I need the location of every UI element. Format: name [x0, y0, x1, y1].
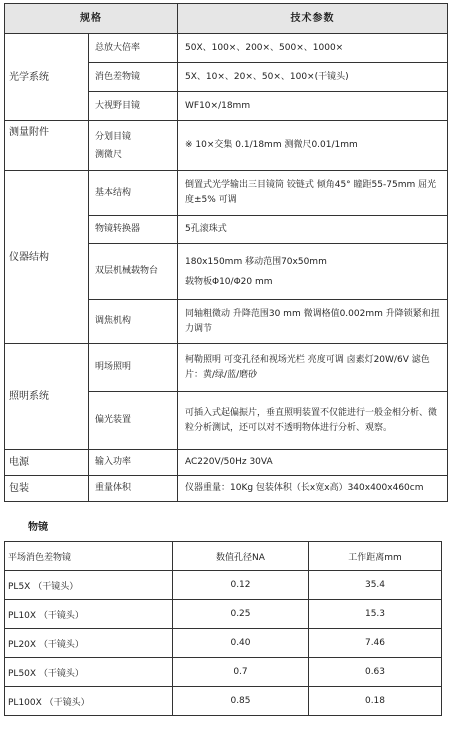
objective-na: 0.12	[173, 571, 309, 600]
spec-item: 明场照明	[89, 344, 178, 392]
objective-header: 数值孔径NA	[173, 542, 309, 571]
spec-item: 输入功率	[89, 450, 178, 476]
objective-wd: 0.63	[309, 658, 442, 687]
spec-row	[5, 450, 448, 476]
objective-na: 0.40	[173, 629, 309, 658]
objective-header: 工作距离mm	[309, 542, 442, 571]
spec-row	[5, 476, 448, 502]
category-packing: 包装	[5, 476, 89, 502]
spec-header-spec: 规格	[5, 4, 178, 34]
spec-header-params: 技术参数	[178, 4, 448, 34]
objective-wd: 0.18	[309, 687, 442, 716]
objective-title: 物镜	[28, 522, 48, 533]
spec-value: AC220V/50Hz 30VA	[178, 450, 448, 476]
objective-wd: 7.46	[309, 629, 442, 658]
category-measure: 测量附件	[5, 121, 89, 171]
category-illumination: 照明系统	[5, 344, 89, 450]
category-optics: 光学系统	[5, 34, 89, 121]
spec-header-row	[5, 4, 448, 34]
spec-value: ※ 10×交集 0.1/18mm 测微尺0.01/1mm	[178, 121, 448, 171]
spec-item-line: 分划目镜	[95, 131, 132, 142]
objective-name: PL100X （干镜头）	[5, 687, 173, 716]
spec-row	[5, 34, 448, 63]
objective-name: PL20X （干镜头）	[5, 629, 173, 658]
objective-header-row	[5, 542, 442, 571]
objective-wd: 15.3	[309, 600, 442, 629]
objective-header: 平场消色差物镜	[5, 542, 173, 571]
spec-value: 可插入式起偏振片，垂直照明装置不仅能进行一般金相分析、微粒分析测试，还可以对不透明物体进行分析、观察。	[178, 392, 448, 450]
spec-row	[5, 171, 448, 216]
spec-item: 双层机械载物台	[89, 244, 178, 300]
spec-value: 5X、10×、20×、50×、100×(干镜头)	[178, 63, 448, 92]
category-structure: 仪器结构	[5, 171, 89, 344]
spec-item: 消色差物镜	[89, 63, 178, 92]
objective-row	[5, 629, 442, 658]
spec-item: 重量体积	[89, 476, 178, 502]
spec-item: 物镜转换器	[89, 216, 178, 244]
spec-table	[4, 3, 448, 502]
objective-row	[5, 658, 442, 687]
objective-name: PL50X （干镜头）	[5, 658, 173, 687]
objective-na: 0.7	[173, 658, 309, 687]
objective-row	[5, 600, 442, 629]
spec-item: 偏光装置	[89, 392, 178, 450]
spec-value: 柯勒照明 可变孔径和视场光栏 亮度可调 卤素灯20W/6V 滤色片：黄/绿/蓝/磨砂	[178, 344, 448, 392]
spec-row	[5, 121, 448, 171]
spec-value: 仪器重量：10Kg 包装体积（长x宽x高）340x400x460cm	[178, 476, 448, 502]
objective-na: 0.85	[173, 687, 309, 716]
spec-value: 同轴粗微动 升降范围30 mm 微调格值0.002mm 升降锁紧和扭力调节	[178, 300, 448, 344]
objective-row	[5, 571, 442, 600]
spec-item	[89, 121, 178, 171]
spec-row	[5, 344, 448, 392]
spec-value	[178, 244, 448, 300]
objective-name: PL10X （干镜头）	[5, 600, 173, 629]
objective-row	[5, 687, 442, 716]
spec-value-line: 180x150mm 移动范围70x50mm	[185, 256, 327, 267]
spec-value-line: 载物板Φ10/Φ20 mm	[185, 276, 273, 287]
spec-item: 调焦机构	[89, 300, 178, 344]
spec-item: 基本结构	[89, 171, 178, 216]
objective-table	[4, 541, 442, 716]
spec-value: WF10×/18mm	[178, 92, 448, 121]
objective-name: PL5X （干镜头）	[5, 571, 173, 600]
objective-na: 0.25	[173, 600, 309, 629]
spec-item: 大视野目镜	[89, 92, 178, 121]
spec-item-line: 测微尺	[95, 149, 123, 160]
spec-item: 总放大倍率	[89, 34, 178, 63]
spec-value: 50X、100×、200×、500×、1000×	[178, 34, 448, 63]
spec-value: 倒置式光学输出三目镜筒 铰链式 倾角45° 瞳距55-75mm 屈光度±5% 可调	[178, 171, 448, 216]
objective-wd: 35.4	[309, 571, 442, 600]
category-power: 电源	[5, 450, 89, 476]
spec-value: 5孔滚珠式	[178, 216, 448, 244]
